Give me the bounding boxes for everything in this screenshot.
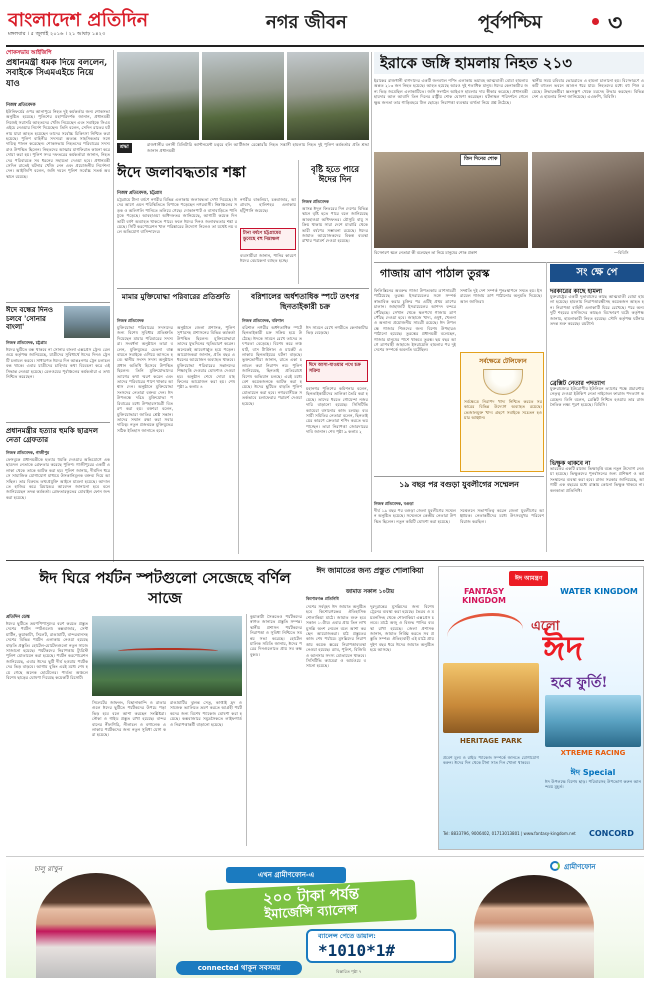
ad-contact: Tel: 8833796, 9006402, 01713013801 | www.fantasy-kingdom.net [443,831,576,836]
ad-offer-body: ঈদ উপলক্ষে বিশেষ ছাড়। পরিবারসহ উপভোগ করুন আনন্দময় মুহূর্ত। [545,779,641,790]
grameenphone-ad[interactable] [6,856,644,978]
jamaat-sub: জামাত সকাল ১০টায় [345,589,395,595]
story-byline: নিজস্ব প্রতিবেদক [6,103,36,108]
iraq-photo-1 [374,152,528,248]
slogan-b: ঈদ [543,629,584,669]
connected-tagline: connected থাকুন সবসময় [176,961,302,975]
barishal-body-3: মহানগর পুলিশের কমিশনার বলেন, ছিনতাইকারীদের তালিকা তৈরি করা হয়েছে। তাদের ধরতে গোয়েন্দা নজরদারি বাড়ানো হয়েছে। সিসিটিভি ক্যামেরা বসানোর কাজ চলছে। ব্যবসায়ী সমিতির নেতারা বলেন, ছিনতাইয়ের কারণে ক্রেতারা শপিং করতে ভয় পাচ্ছেন। তারা নিরাপত্তা জোরদারের দাবি জানান। শেষ পৃষ্ঠা ৯ কলাম ২ [306,386,368,435]
iraq-body-2: স্থানীয় সময় রবিবার ভোররাতে এ হামলা চালানো হয়। বিস্ফোরণে একটি বহুতল ভবনে আগুন ধরে যায়। নিহতদের মধ্যে বহু শিশু রয়েছে। উদ্ধারকর্মীরা ধ্বংসস্তূপ থেকে মরদেহ উদ্ধার করছেন। বিভিন্ন দেশ এ হামলার নিন্দা জানিয়েছে। এএফপি, বিবিসি। [532,78,644,100]
bogura-byline: নিজস্ব প্রতিবেদক, বগুড়া [374,501,414,506]
brief-item-body: ভারতের একটি রাজ্যে ভিক্ষাবৃত্তি বন্ধে নতুন উদ্যোগ নেওয়া হয়েছে। ভিক্ষুকদের পুনর্বাসনের জন্য প্রশিক্ষণ ও কর্মসংস্থানের ব্যবস্থা করা হবে। রাজ্য সরকার জানিয়েছে, আগামী এক বছরের মধ্যে রাস্তায় কোনো ভিক্ষুক থাকবে না। কলকাতা প্রতিনিধি। [550,466,644,493]
tribute-photo-3 [287,52,369,140]
tribute-photo-2 [202,52,284,140]
rain-body: আসন্ন ঈদুল ফিতরের দিন দেশের বিভিন্ন স্থানে বৃষ্টি হতে পারে বলে জানিয়েছে আবহাওয়া অধিদফতর। মৌসুমি বায়ু সক্রিয় থাকায় সারা দেশে মাঝারি থেকে ভারী বর্ষণের সম্ভাবনা রয়েছে। ঈদের জামাত আয়োজকদের বিকল্প ব্যবস্থা রাখার পরামর্শ দেওয়া হয়েছে। [302,206,368,244]
divider [374,262,644,263]
special-offer: ঈদ Special [570,768,616,777]
barishal-byline: নিজস্ব প্রতিবেদক, বরিশাল [242,318,284,323]
slogan-c: হবে ফুর্তি! [551,675,608,691]
mukti-headline: মামার মুক্তিযোদ্ধা পরিবারের প্রতিশ্রুতি [121,292,231,301]
mukti-body: মুক্তিযোদ্ধা পরিবারের সদস্যদের জন্য বিশেষ সুবিধার প্রতিশ্রুতি দিয়েছেন মামার পরিবারের সদস্যরা। সংবর্ধনা অনুষ্ঠানে তারা বলেন, মুক্তিযুদ্ধের চেতনা বাস্তবায়নে সবাইকে এগিয়ে আসতে হবে। স্থানীয় সংসদ সদস্য অনুষ্ঠানে প্রধান অতিথি হিসেবে উপস্থিত ছিলেন। তিনি মুক্তিযোদ্ধাদের ত্যাগের কথা স্মরণ করেন এবং তাদের পরিবারের পাশে থাকার আশ্বাস দেন। অনুষ্ঠানে মুক্তিযোদ্ধা সংসদের নেতারা বক্তব্য দেন। ঈদ উপলক্ষে দরিদ্র মুক্তিযোদ্ধা পরিবারের মধ্যে উপহারসামগ্রী বিতরণ করা হয়। বক্তারা বলেন, মুক্তিযোদ্ধারা জাতির শ্রেষ্ঠ সন্তান। তাদের সম্মান রক্ষা করা সবার দায়িত্ব। নতুন প্রজন্মকে মুক্তিযুদ্ধের সঠিক ইতিহাস জানাতে হবে। [117,325,173,433]
barishal-pull-quote: ঈদে আসা-যাওয়ার পথে চক্র সক্রিয় [306,360,368,382]
left-tagline: চালু রাখুন [34,865,62,873]
jamaat-byline: কিশোরগঞ্জ প্রতিনিধি [306,596,339,601]
eid-pull-quote: টানা বর্ষণে চট্টগ্রামের ডুবেছে বহু নিম্নাঞ্চল [240,228,296,250]
iraq-photo-label: তিন দিনের শোক [460,154,501,166]
rollercoaster-icon [447,613,523,653]
ad-ticket-info: প্রবেশ মূল্য ও রাইড প্যাকেজ সম্পর্কে জানতে যোগাযোগ করুন। ঈদের দিন থেকে টানা সাত দিন খোলা থাকবে। [443,755,539,766]
rice-ad [460,352,544,472]
iraq-headline: ইরাকে জঙ্গি হামলায় নিহত ২১৩ [380,54,573,72]
left-column [6,50,110,568]
story-body: ইউনিফর্মের ওপর আনাপুরে নিহত দুই কর্মকর্তার জন্য শোকসভা অনুষ্ঠিত হয়েছে। পুলিশের মহাপরিদর্শক জানান, প্রধানমন্ত্রী নিজেই সরাসরি আহতদের খোঁজ নিয়েছেন এবং সবাইকে সিএমএইচে নেওয়ার নির্দেশ দিয়েছেন। তিনি বলেন, সেদিন রাতের ঘটনায় যারা আহত হয়েছেন তাদের সর্বোচ্চ চিকিৎসা নিশ্চিত করা হয়েছে। পুলিশ বাহিনীর সদস্যরা অত্যন্ত সাহসিকতার সঙ্গে দায়িত্ব পালন করেছেন। শোকসভায় নিহতদের পরিবারের সদস্যরাও উপস্থিত ছিলেন। নিহতদের আত্মার মাগফিরাত কামনা করে দোয়া করা হয়। পুলিশ সদর দফতরের কর্মকর্তারা জানান, নিহতদের পরিবারকে সব ধরনের সহায়তা দেওয়া হবে। প্রধানমন্ত্রী সেদিন রাতেই ঘটনার খোঁজ নেন এবং প্রয়োজনীয় নির্দেশনা দেন। আইজিপি বলেন, জঙ্গি দমনে পুলিশ সর্বোচ্চ সতর্ক অবস্থানে রয়েছে। [6,109,110,179]
story-kicker: শোকসভায় আইজিপি [6,50,52,56]
offer-badge: এখন গ্রামীণফোন-এ [226,867,346,883]
iraq-caption: বিস্ফোরণ স্থলে নেতারা কী বলেছেন তা নিয়ে মানুষের শোক প্রকাশ [374,250,478,255]
eid-body-3: ব্যবসায়ীরা জানান, পানির কারণে ঈদের বেচাকেনা ব্যাহত হচ্ছে। [240,253,296,264]
barishal-body: বরিশাল নগরীর অর্ধশতাধিক স্পটে ছিনতাইকারী চক্র সক্রিয় হয়ে উঠেছে। ঈদকে সামনে রেখে তাদের তৎপরতা বেড়েছে। বিশেষ করে লঞ্চঘাট, বাস টার্মিনাল ও মার্কেট এলাকায় ছিনতাইয়ের ঘটনা বাড়ছে। ভুক্তভোগীরা জানান, রাতে একা চলাচল করা নিরাপদ নয়। পুলিশ জানিয়েছে, ছিনতাই প্রতিরোধে বিশেষ অভিযান চলছে। এরই মধ্যে বেশ কয়েকজনকে আটক করা হয়েছে। ঈদের ছুটিতে বাড়তি পুলিশ মোতায়েন করা হবে। নগরবাসীকে সতর্কভাবে চলাফেরার পরামর্শ দেওয়া হয়েছে। [242,325,302,406]
column-rule [371,52,372,552]
rain-byline: নিজস্ব প্রতিবেদক [302,199,329,204]
story-headline: প্রধানমন্ত্রী ধমক দিয়ে বললেন, সবাইকে সিএমএইচে নিয়ে যাও [6,58,108,89]
gaza-headline: গাজায় ত্রাণ পাঠাল তুরস্ক [380,267,490,280]
divider [6,560,644,561]
story2-byline: নিজস্ব প্রতিবেদক, চট্টগ্রাম [6,340,47,345]
story3-byline: নিজস্ব প্রতিবেদক, গাজীপুর [6,450,50,455]
story2-body: ঈদের ছুটিতে বন্ধ থাকবে না সোনার বাংলা এক্সপ্রেস ট্রেন। রেলওয়ে কর্তৃপক্ষ জানিয়েছে, যাত্রীদের সুবিধার্থে ঈদের দিনও ট্রেনটি চলাচল করবে। সাধারণত ঈদের দিন আন্তঃনগর ট্রেন চলাচল বন্ধ থাকে। এবার যাত্রীদের চাহিদার কথা বিবেচনা করে এই সিদ্ধান্ত নেওয়া হয়েছে। রেলওয়ের পূর্বাঞ্চলের কর্মকর্তারা এ তথ্য নিশ্চিত করেছেন। [6,347,110,380]
offer-amount: ২০০ টাকা পর্যন্ত [262,884,360,908]
column-rule [546,262,547,552]
dial-code: *1010*1# [318,941,396,960]
gaza-body-2: সম্প্রতি দুই দেশ সম্পর্ক পুনঃস্থাপনে সম্মত হয়। ইসরায়েল গাজায় ত্রাণ পাঠানোর অনুমতি দিয়েছে। আল জাজিরা। [460,288,542,304]
fantasy-logo: FANTASY KINGDOM [462,587,506,605]
ad-footnote: বিস্তারিত পৃষ্ঠা ৭ [336,969,362,974]
rice-bowl-icon [483,369,523,395]
barishal-headline: বরিশালের অর্ধশতাধিক স্পটে তৎপর ছিনতাইকারী চক্র [250,292,360,311]
column-rule [238,290,239,554]
newspaper-logo: বাংলাদেশ প্রতিদিন [8,9,149,31]
iraq-photo-2 [532,152,644,248]
gp-brand: গ্রামীণফোন [564,863,596,871]
section-label: নগর জীবন [266,12,347,33]
mukti-body-2: অনুষ্ঠানে জেলা প্রশাসক, পুলিশ সুপারসহ প্রশাসনের বিভিন্ন কর্মকর্তা উপস্থিত ছিলেন। মুক্তিযোদ্ধারা তাদের যুদ্ধদিনের স্মৃতিচারণ করেন। অনেকেই আবেগাপ্লুত হয়ে পড়েন। আয়োজকরা জানান, প্রতি বছর এ ধরনের আয়োজন অব্যাহত থাকবে। মুক্তিযোদ্ধা পরিবারের সন্তানদের শিক্ষাবৃত্তি দেওয়ার ঘোষণাও দেওয়া হয়। অনুষ্ঠান শেষে দোয়া মাহফিলের আয়োজন করা হয়। শেষ পৃষ্ঠা ৯ কলাম ৪ [177,325,235,390]
bridge-icon [118,648,218,654]
iraq-body: ইরাকের রাজধানী বাগদাদের একটি জনবহুল শপিং এলাকায় ভয়াবহ আত্মঘাতী বোমা হামলায় অন্তত ২১৩ জন নিহত হয়েছে। আহত হয়েছে আরও দুই শতাধিক মানুষ। ঈদের কেনাকাটার জন্য ভিড় জমেছিল এলাকাটিতে। জঙ্গি সংগঠন আইএস হামলার দায় স্বীকার করেছে। প্রধানমন্ত্রী হায়দার আল আবাদি তিন দিনের রাষ্ট্রীয় শোক ঘোষণা করেছেন। ঘটনাস্থল পরিদর্শনে গেলে ক্ষুব্ধ জনতা তার গাড়িবহরে ঢিল ছোড়ে। নিরাপত্তা ব্যবস্থার ব্যর্থতা নিয়ে প্রশ্ন উঠেছে। [374,78,528,105]
bridge-photo [92,616,242,696]
tourism-headline: ঈদ ঘিরে পর্যটন স্পটগুলো সেজেছে বর্ণিল সাজে [39,569,291,607]
mukti-byline: নিজস্ব প্রতিবেদক [117,318,144,323]
issue-date: মঙ্গলবার । ৫ জুলাই ২০১৬ । ২১ আষাঢ় ১৪২৩ [8,31,106,37]
photo-strip [117,52,369,156]
fantasy-kingdom-ad[interactable] [438,566,644,850]
dial-label: ব্যালেন্স পেতে ডায়াল: [318,932,376,940]
barishal-body-2: ঈদ সামনে রেখে নগরীতে কেনাকাটার ভিড় বেড়েছে। [306,325,368,336]
masthead-rule [6,45,644,47]
ad-badge: ঈদ আমন্ত্রণ [509,571,548,586]
photo-caption: রাজধানীর বনানী মিলিটারি ক্যান্টনমেন্ট চত্বরে হলি আর্টিজান রেস্তোরাঁয় নিহত সন্ত্রাসী হামলায় নিহত দুই পুলিশ কর্মকর্তার প্রতি শ্রদ্ধা জানান প্রধানমন্ত্রী [147,142,369,153]
slogan-a: এলো [531,619,560,634]
caption-label: শ্রদ্ধা [117,143,132,153]
iraq-story [374,52,644,258]
racing-logo: XTREME RACING [560,749,626,757]
train-photo [64,306,110,338]
tourism-body: ঈদের ছুটিতে ভ্রমণপিপাসুদের বরণ করতে প্রস্তুত দেশের পর্যটন স্পটগুলো। কক্সবাজার, সেন্ট মার্টিন, কুয়াকাটা, সিলেট, রাঙামাটি, বান্দরবানসহ দেশের বিভিন্ন পর্যটন এলাকায় নেওয়া হয়েছে বাড়তি প্রস্তুতি। হোটেল-মোটেলগুলো নতুন সাজে সাজানো হয়েছে। পর্যটকদের নিরাপত্তায় ট্যুরিস্ট পুলিশ মোতায়েন করা হয়েছে। পর্যটন করপোরেশন জানিয়েছে, এবার ঈদের ছুটি দীর্ঘ হওয়ায় পর্যটকদের ভিড় বাড়বে। আগাম বুকিং এরই মধ্যে শেষ হয়ে গেছে অনেক হোটেলের। পার্বত্য অঞ্চলে বিশেষ ছাড়ের ঘোষণা দিয়েছে কয়েকটি রিসোর্ট। [6,621,88,681]
racing-image [545,695,641,747]
gp-logo-icon [550,861,560,871]
tourism-byline: প্রতিদিন ডেস্ক [6,615,30,620]
tribute-photo-1 [117,52,199,140]
column-rule [246,614,247,846]
bogura-body-2: সম্মেলনে সভাপতিত্ব করেন জেলা যুবলীগের আহ্বায়ক। নেতাকর্মীদের মধ্যে উৎসবমুখর পরিবেশ বিরাজ করছিল। [460,508,544,524]
concord-logo: CONCORD [589,829,634,838]
page-dot-icon [592,18,599,25]
column-rule [113,50,114,562]
water-logo: WATER KINGDOM [560,587,638,596]
tourism-body-4: কুয়াকাটা সৈকতেও পর্যটকদের স্বাগত জানাতে প্রস্তুতি সম্পন্ন। স্থানীয় প্রশাসন পর্যটকদের নিরাপত্তা ও সুবিধা নিশ্চিতে সমন্বয় সভা করেছে। হোটেল মালিক সমিতি জানায়, ঈদের পরের দিনগুলোতে প্রায় সব কক্ষ বুকড। [250,614,302,657]
model-left [36,873,156,978]
divider [6,422,110,423]
jamaat-headline: ঈদ জামাতের জন্য প্রস্তুত শোলাকিয়া [316,566,424,575]
jamaat-body-2: দূরদূরান্তের মুসল্লিদের জন্য বিশেষ ট্রেনের ব্যবস্থা করা হয়েছে। ভৈরব ও ময়মনসিংহ থেকে শোলাকিয়া এক্সপ্রেস চলবে। মাঠে অজু ও বিশুদ্ধ পানির ব্যবস্থা রাখা হয়েছে। জেলা প্রশাসক জানান, জামাত নির্বিঘ্ন করতে সব প্রস্তুতি সম্পন্ন। ঐতিহ্যবাহী এই মাঠে প্রায় দুইশ বছর ধরে ঈদের জামাত অনুষ্ঠিত হয়ে আসছে। [370,604,434,653]
column-rule [298,160,299,284]
brief-item-body: যুক্তরাজ্যের ইউরোপীয় ইউনিয়ন ত্যাগের পক্ষে প্রচারণায় নেতৃত্ব দেওয়া ইউকিপ নেতা নাইজেল ফারাজ পদত্যাগ করেছেন। তিনি বলেন, ব্রেক্সিট নিশ্চিত হওয়ায় তার রাজনৈতিক লক্ষ্য পূরণ হয়েছে। বিবিসি। [550,386,644,408]
page-number: ৩ [608,10,623,36]
tourism-body-2: সিলেটের জাফলং, বিছানাকান্দি ও রাতারগুলে ঈদের ছুটিতে পর্যটকদের উপচে পড়া ভিড় হবে বলে আশা করছেন সংশ্লিষ্টরা। নৌকা ও গাইড প্রস্তুত রাখা হয়েছে। বান্দরবানের নীলগিরি, নীলাচল ও বগালেক এলাকায় পর্যটকদের জন্য নতুন সুবিধা যোগ করা হয়েছে। [92,700,166,738]
rain-headline: বৃষ্টি হতে পারে ঈদের দিন [310,164,360,185]
eid-body-2: নগরীর বাকলিয়া, চকবাজার, আগ্রাবাদ, হালিশহর এলাকায় হাঁটুপানি জমেছে। [240,197,296,213]
jamaat-body: দেশের সর্ববৃহৎ ঈদ জামাত অনুষ্ঠিত হবে কিশোরগঞ্জের ঐতিহাসিক শোলাকিয়া মাঠে। জামাত শুরু হবে সকাল ১০টায়। এবার প্রায় তিন লাখ মুসল্লি অংশ নেবেন বলে আশা করছেন আয়োজকরা। মাঠ প্রস্তুতের কাজ শেষ পর্যায়ে। মুসল্লিদের নিরাপত্তায় কয়েক স্তরের নিরাপত্তাব্যবস্থা নেওয়া হয়েছে। র‌্যাব, পুলিশ, বিজিবি ও আনসার সদস্য মোতায়েন থাকবে। সিসিটিভি ক্যামেরা ও আর্চওয়ে বসানো হয়েছে। [306,604,366,669]
gaza-body: ফিলিস্তিনের অবরুদ্ধ গাজা উপত্যকায় ত্রাণসামগ্রী পাঠিয়েছে তুরস্ক। ইসরায়েলের সঙ্গে সম্পর্ক স্বাভাবিক করার চুক্তির পর এটিই প্রথম ত্রাণের চালান। জাহাজটি ইসরায়েলের আশদদ বন্দরে পৌঁছেছে। সেখান থেকে স্থলপথে গাজায় ত্রাণ পৌঁছে দেওয়া হবে। জাহাজে খাদ্য, ওষুধ, খেলনা ও অন্যান্য প্রয়োজনীয় সামগ্রী রয়েছে। ঈদ উপলক্ষে গাজার শিশুদের জন্য বিশেষ উপহারও পাঠানো হয়েছে। তুরস্কের প্রধানমন্ত্রী বলেছেন, গাজার মানুষের পাশে থাকবে তুরস্ক। ছয় বছর আগে ত্রাণবাহী জাহাজে ইসরায়েলি হামলার পর দুই দেশের সম্পর্কে অবনতি ঘটেছিল। [374,288,456,353]
brief-box [550,264,644,552]
eid-byline: নিজস্ব প্রতিবেদক, চট্টগ্রাম [117,191,162,196]
divider [117,288,369,289]
brief-item-head: ভিক্ষুক থাকবে না [550,460,591,467]
tourism-body-3: রাঙামাটির ঝুলন্ত সেতু, কাপ্তাই হ্রদ ও সাজেক ভ্যালিতে ভ্রমণ করতে আগ্রহী পর্যটকদের জন্য বিশেষ প্যাকেজ ঘোষণা করা হয়েছে। কক্সবাজারে সমুদ্রসৈকতে লাইফগার্ড ও নিরাপত্তাকর্মী বাড়ানো হয়েছে। [170,700,242,727]
iraq-credit: —বিবিসি [614,250,629,255]
rice-ad-title: সর্বক্ষেত্রে টেলিফোন [479,358,527,365]
brief-title: সং ক্ষে পে [550,264,644,282]
story3-body: ফেসবুকে প্রধানমন্ত্রীকে হত্যার হুমকি দেওয়ার অভিযোগে এক ছাত্রদল নেতাকে গ্রেফতার করেছে পুলিশ। গাজীপুরের একটি এলাকা থেকে তাকে আটক করা হয়। পুলিশ জানায়, দীর্ঘদিন ধরে সে সামাজিক যোগাযোগ মাধ্যমে উসকানিমূলক বক্তব্য দিয়ে আসছিল। তার বিরুদ্ধে তথ্যপ্রযুক্তি আইনে মামলা হয়েছে। আদালতে হাজির করে রিমান্ডের আবেদন জানানো হবে বলে জানিয়েছেন তদন্ত কর্মকর্তা। গ্রেফতারকৃতের মোবাইল ফোন জব্দ করা হয়েছে। [6,457,110,500]
divider [6,302,110,303]
divider [374,476,544,477]
bogura-body: দীর্ঘ ১৯ বছর পর বগুড়া জেলা যুবলীগের সম্মেলন অনুষ্ঠিত হয়েছে। সম্মেলনে কেন্দ্রীয় নেতারা উপস্থিত ছিলেন। নতুন কমিটি ঘোষণা করা হয়েছে। [374,508,456,524]
story2-headline: ঈদে বন্ধের দিনও চলবে 'সোনার বাংলা' [6,306,54,332]
brief-item-body: যুক্তরাষ্ট্রের একটি দূতাবাসের কাছে আত্মঘাতী বোমা হামলা হয়েছে। হামলায় নিরাপত্তারক্ষীসহ কয়েকজন আহত হন। নিরাপত্তা বাহিনী এলাকাটি ঘিরে রেখেছে। পরে অন্য দুটি শহরের মসজিদের কাছেও বিস্ফোরণ ঘটে। কর্তৃপক্ষ জানায়, হামলাকারী নিহত হয়েছে। সৌদি কর্তৃপক্ষ ঘটনার তদন্ত শুরু করেছে। রয়টার্স। [550,294,644,327]
story3-headline: প্রধানমন্ত্রীর হত্যার হুমকি ছাত্রদল নেতা গ্রেফতার [6,426,99,444]
heritage-logo: HERITAGE PARK [460,737,522,745]
masthead [0,0,650,44]
eid-body: চট্টগ্রামে টানা বর্ষণে নগরীর বিভিন্ন এলাকায় জলাবদ্ধতা দেখা দিয়েছে। ঈদের আগে এমন পরিস্থিতিতে বিপাকে পড়েছেন নগরবাসী। নিম্নাঞ্চলের সড়ক ও অলিগলি পানিতে তলিয়ে গেছে। দোকানপাট ও বাসাবাড়িতে পানি ঢুকে পড়েছে। আবহাওয়া অধিদফতর জানিয়েছে, আগামী কয়েক দিন ভারী বর্ষণ অব্যাহত থাকতে পারে। ফলে ঈদের দিনও জলাবদ্ধতার শঙ্কা রয়েছে। সিটি করপোরেশন খাল পরিষ্কারের উদ্যোগ নিলেও তা যথেষ্ট নয় বলে অভিযোগ বাসিন্দাদের। [117,197,237,235]
eid-headline: ঈদে জলাবদ্ধতার শঙ্কা [117,163,246,181]
brief-item-head: দরকারের কাছে হামলা [550,288,602,295]
heritage-image [443,663,539,733]
model-right [474,875,594,978]
brief-item-head: ব্রেক্সিট নেতার পদত্যাগ [550,380,605,387]
section-label-2: পূর্বপশ্চিম [478,12,542,33]
rice-ad-body: সর্বক্ষেত্রে নিরাপদ খাদ্য নিশ্চিত করতে সরকারের বিভিন্ন উদ্যোগ অব্যাহত রয়েছে। ভেজালমুক্ত খাদ্য গ্রহণে সবাইকে সচেতন হওয়ার আহ্বান। [464,399,542,421]
bogura-headline: ১৯ বছর পর বগুড়া যুবলীগের সম্মেলন [399,480,519,489]
offer-label: ইমার্জেন্সি ব্যালেন্স [264,902,358,923]
